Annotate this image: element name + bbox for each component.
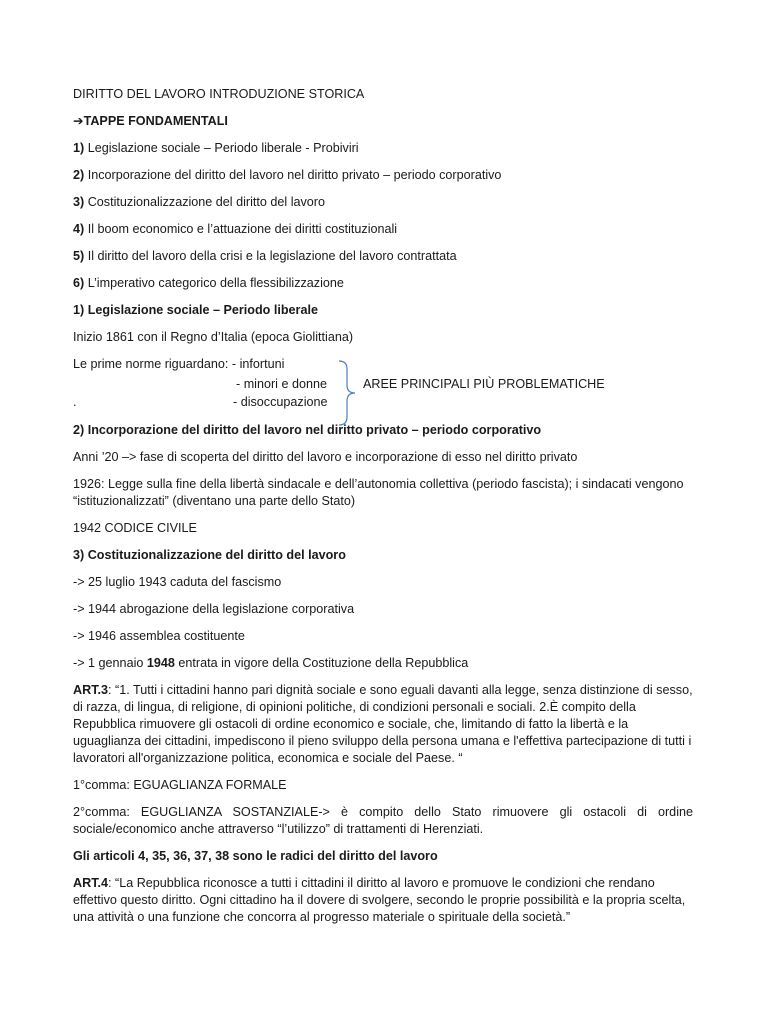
section2-p1: Anni ’20 –> fase di scoperta del diritto del lavoro e incorporazione di esso nel diritto privato bbox=[73, 450, 578, 464]
section2-heading: 2) Incorporazione del diritto del lavoro nel diritto privato – periodo corporativo bbox=[73, 423, 542, 437]
tappe-item-1: 1) Legislazione sociale – Periodo liberale - Probiviri bbox=[73, 141, 359, 155]
art3-paragraph: ART.3: “1. Tutti i cittadini hanno pari dignità sociale e sono eguali davanti alla legge, senza distinzione di sesso, di razza, di lingua, di religione, di opinioni politiche, di condizioni personali e sociali. 2.È compito della Repubblica rimuovere gli ostacoli di ordine economico e sociale, che, limitando di fatto la libertà e la uguaglianza dei cittadini, impediscono il pieno sviluppo della persona umana e l'effettiva partecipazione di tutti i lavoratori all'organizzazione politica, economica e sociale del Paese. “ bbox=[73, 683, 693, 765]
tappe-heading: ➔TAPPE FONDAMENTALI bbox=[73, 114, 228, 128]
aree-label: AREE PRINCIPALI PIÙ PROBLEMATICHE bbox=[363, 377, 605, 391]
event-3: -> 1946 assemblea costituente bbox=[73, 629, 245, 643]
arrow-right-icon: ➔ bbox=[73, 114, 84, 128]
tappe-item-6: 6) L’imperativo categorico della flessibilizzazione bbox=[73, 276, 344, 290]
curly-brace-icon bbox=[337, 359, 357, 427]
event-1: -> 25 luglio 1943 caduta del fascismo bbox=[73, 575, 282, 589]
norme-label: Le prime norme riguardano: - infortuni bbox=[73, 357, 285, 371]
comma2: 2°comma: EGUGLIANZA SOSTANZIALE-> è compito dello Stato rimuovere gli ostacoli di ordine sociale/economico anche attraverso “l’utilizzo” di trattamenti di Herenziati. bbox=[73, 805, 693, 836]
section2-p2: 1926: Legge sulla fine della libertà sindacale e dell’autonomia collettiva (periodo fascista); i sindacati vengono “istituzionalizzati” (diventano una parte dello Stato) bbox=[73, 477, 684, 508]
norme-disoccupazione: - disoccupazione bbox=[233, 395, 328, 409]
norme-dot: . bbox=[73, 395, 77, 409]
tappe-item-2: 2) Incorporazione del diritto del lavoro nel diritto privato – periodo corporativo bbox=[73, 168, 502, 182]
tappe-item-4: 4) Il boom economico e l’attuazione dei diritti costituzionali bbox=[73, 222, 398, 236]
art4-paragraph: ART.4: “La Repubblica riconosce a tutti i cittadini il diritto al lavoro e promuove le condizioni che rendano effettivo questo diritto. Ogni cittadino ha il dovere di svolgere, secondo le proprie possibilità e la propria scelta, una attività o una funzione che concorra al progresso materiale o spirituale della società.” bbox=[73, 876, 686, 924]
event-2: -> 1944 abrogazione della legislazione corporativa bbox=[73, 602, 355, 616]
radici-statement: Gli articoli 4, 35, 36, 37, 38 sono le radici del diritto del lavoro bbox=[73, 849, 438, 863]
section1-heading: 1) Legislazione sociale – Periodo liberale bbox=[73, 303, 318, 317]
section3-heading: 3) Costituzionalizzazione del diritto del lavoro bbox=[73, 548, 346, 562]
event-4: -> 1 gennaio 1948 entrata in vigore della Costituzione della Repubblica bbox=[73, 656, 469, 670]
section2-p3: 1942 CODICE CIVILE bbox=[73, 521, 197, 535]
tappe-item-3: 3) Costituzionalizzazione del diritto del lavoro bbox=[73, 195, 326, 209]
document-page bbox=[73, 86, 693, 926]
norme-minori: - minori e donne bbox=[236, 377, 328, 391]
document-title: DIRITTO DEL LAVORO INTRODUZIONE STORICA bbox=[73, 87, 365, 101]
comma1: 1°comma: EGUAGLIANZA FORMALE bbox=[73, 778, 287, 792]
tappe-item-5: 5) Il diritto del lavoro della crisi e la legislazione del lavoro contrattata bbox=[73, 249, 457, 263]
aree-block bbox=[73, 356, 693, 410]
section1-intro: Inizio 1861 con il Regno d’Italia (epoca Giolittiana) bbox=[73, 330, 354, 344]
